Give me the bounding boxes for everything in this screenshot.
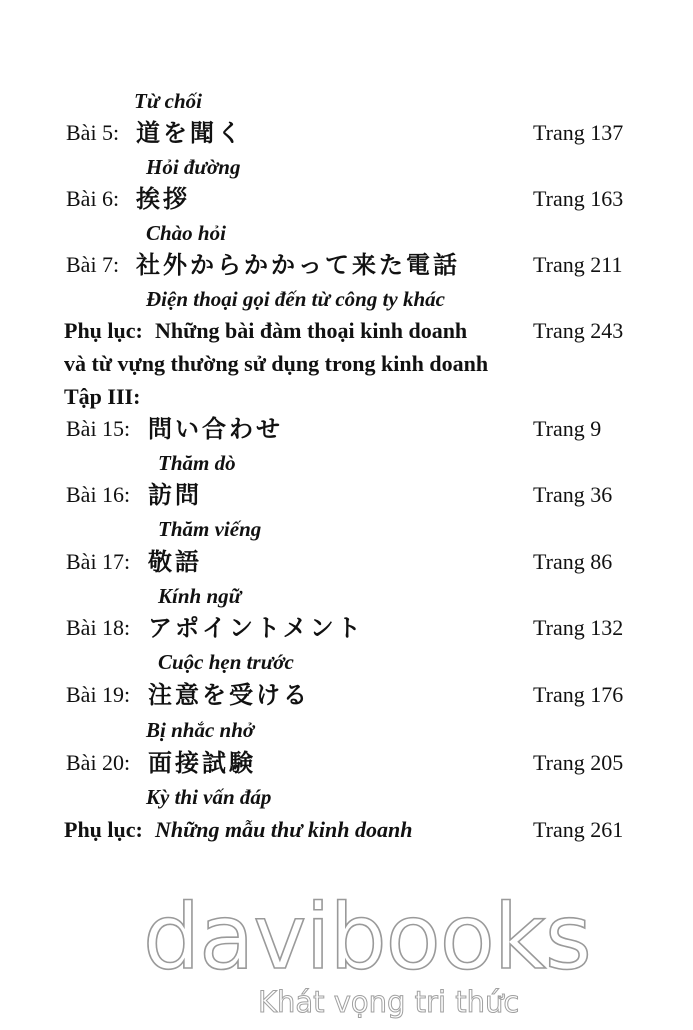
lesson-subtitle: Bị nhắc nhở [146,718,255,742]
lesson-title-japanese: 社外からかかって来た電話 [136,251,460,279]
page-reference: Trang 176 [533,682,624,707]
appendix-title: Những mẫu thư kinh doanh [155,817,413,842]
toc-entry-lesson-6 [0,182,693,216]
lesson-subtitle: Điện thoại gọi đến từ công ty khác [146,287,446,311]
toc-entry-appendix-1 [0,314,693,348]
lesson-number: Bài 19: [66,682,131,707]
lesson-number: Bài 20: [66,750,131,775]
toc-entry-lesson-15 [0,412,693,446]
toc-entry-lesson-18 [0,611,693,645]
lesson-subtitle: Kính ngữ [158,584,242,608]
toc-entry-appendix-2 [0,813,693,847]
toc-entry-lesson-20 [0,746,693,780]
watermark-logo-text: davibooks [143,885,591,990]
appendix-title-continued: và từ vựng thường sử dụng trong kinh doanh [64,351,489,376]
lesson-number: Bài 17: [66,549,131,574]
lesson-subtitle: Kỳ thi vấn đáp [146,785,272,809]
page-reference: Trang 86 [533,549,613,574]
appendix-label: Phụ lục: [64,817,143,842]
page-reference: Trang 36 [533,482,613,507]
page-reference: Trang 163 [533,186,624,211]
lesson-title-japanese: 面接試験 [148,749,256,777]
lesson-subtitle: Cuộc hẹn trước [158,650,294,674]
lesson-title-japanese: 問い合わせ [148,415,283,443]
lesson-number: Bài 5: [66,120,120,145]
lesson-subtitle: Hỏi đường [146,155,241,179]
lesson-title-japanese: 訪問 [148,481,202,509]
volume-title: Tập III: [64,384,141,409]
toc-entry-lesson-16 [0,478,693,512]
toc-entry-appendix-1-continued [0,347,693,381]
toc-entry-lesson-7 [0,248,693,282]
lesson-subtitle: Thăm dò [158,451,236,475]
page-reference: Trang 243 [533,318,624,343]
appendix-label: Phụ lục: [64,318,143,343]
lesson-number: Bài 16: [66,482,131,507]
page-reference: Trang 132 [533,615,624,640]
toc-entry-lesson-5 [0,116,693,150]
lesson-subtitle: Thăm viếng [158,517,262,541]
lesson-number: Bài 6: [66,186,120,211]
volume-heading [0,380,693,414]
lesson-title-japanese: 注意を受ける [148,681,310,709]
page-reference: Trang 9 [533,416,602,441]
lesson-title-japanese: 敬語 [148,548,202,576]
page-reference: Trang 137 [533,120,624,145]
lesson-number: Bài 7: [66,252,120,277]
toc-entry-lesson-17 [0,545,693,579]
page-reference: Trang 211 [533,252,623,277]
lesson-title-japanese: アポイントメント [148,614,364,642]
lesson-number: Bài 15: [66,416,131,441]
toc-entry-lesson-19 [0,678,693,712]
appendix-title: Những bài đàm thoại kinh doanh [155,318,468,343]
lesson-subtitle: Chào hỏi [146,221,226,245]
lesson-title-japanese: 道を聞く [136,119,244,147]
lesson-number: Bài 18: [66,615,131,640]
lesson-subtitle: Từ chối [134,89,202,113]
watermark-slogan: Khát vọng tri thức [258,985,520,1019]
page-reference: Trang 261 [533,817,624,842]
lesson-title-japanese: 挨拶 [136,185,190,213]
page-reference: Trang 205 [533,750,624,775]
